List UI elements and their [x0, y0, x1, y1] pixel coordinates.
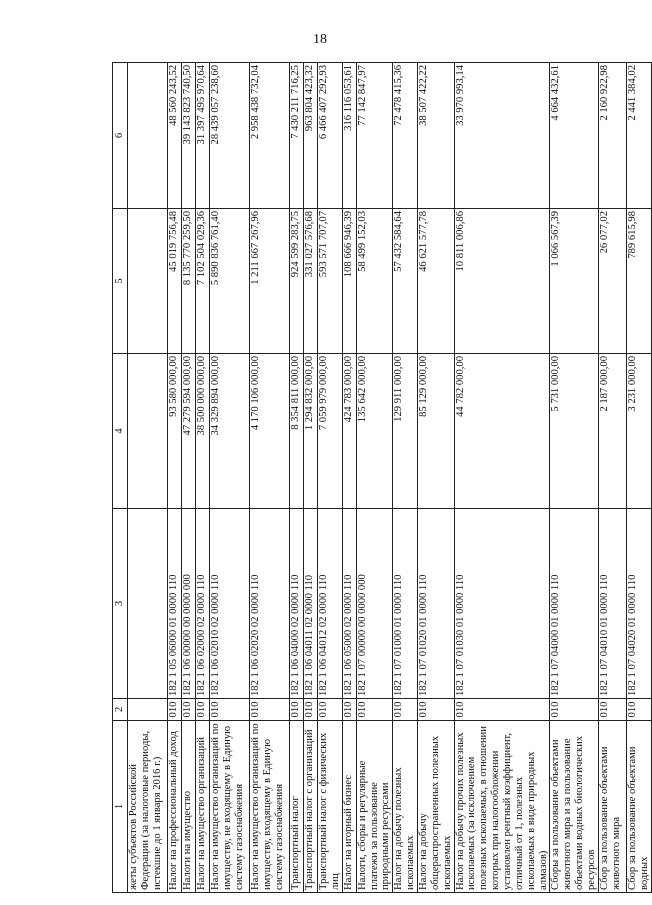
- indicator-name-cell: Транспортный налог: [290, 721, 304, 893]
- table-row: [250, 63, 290, 893]
- indicator-name-cell: Транспортный налог с организаций: [304, 721, 318, 893]
- line-code-cell: 010: [342, 699, 356, 721]
- budget-classification-code-cell: 182 1 07 01000 01 0000 110: [393, 509, 418, 699]
- executed-amount-cell: 924 599 283,75: [290, 209, 304, 354]
- table-row: [196, 63, 210, 893]
- executed-amount-cell: [128, 209, 168, 354]
- approved-amount-cell: 44 782 000,00: [454, 354, 550, 509]
- unexecuted-amount-cell: 2 958 438 732,04: [250, 63, 290, 209]
- table-header-row: [113, 63, 128, 893]
- table-row: [210, 63, 250, 893]
- column-header: 6: [113, 63, 128, 209]
- executed-amount-cell: 789 615,98: [626, 209, 651, 354]
- indicator-name-cell: Налог на профессиональный доход: [168, 721, 182, 893]
- budget-classification-code-cell: 182 1 05 06000 01 0000 110: [168, 509, 182, 699]
- budget-classification-code-cell: 182 1 06 04000 02 0000 110: [290, 509, 304, 699]
- approved-amount-cell: 8 354 811 000,00: [290, 354, 304, 509]
- approved-amount-cell: 4 170 106 000,00: [250, 354, 290, 509]
- executed-amount-cell: 5 890 836 761,40: [210, 209, 250, 354]
- approved-amount-cell: 5 731 000,00: [550, 354, 598, 509]
- indicator-name-cell: Сборы за пользование объектами животного мира и за пользование объектами водных биологических ресурсов: [550, 721, 598, 893]
- table-body: [128, 63, 652, 893]
- column-header: 5: [113, 209, 128, 354]
- unexecuted-amount-cell: 33 970 993,14: [454, 63, 550, 209]
- table-row: [356, 63, 393, 893]
- budget-classification-code-cell: 182 1 06 02000 02 0000 110: [196, 509, 210, 699]
- indicator-name-cell: Налог на имущество организаций по имуществу, не входящему в Единую систему газоснабжения: [210, 721, 250, 893]
- rotated-table-content: [112, 63, 650, 893]
- approved-amount-cell: 129 911 000,00: [393, 354, 418, 509]
- executed-amount-cell: 45 019 756,48: [168, 209, 182, 354]
- table-row: [626, 63, 651, 893]
- line-code-cell: 010: [418, 699, 455, 721]
- table-row: [454, 63, 550, 893]
- approved-amount-cell: 85 129 000,00: [418, 354, 455, 509]
- line-code-cell: 010: [210, 699, 250, 721]
- budget-classification-code-cell: 182 1 07 04020 01 0000 110: [626, 509, 651, 699]
- unexecuted-amount-cell: 7 430 211 716,25: [290, 63, 304, 209]
- indicator-name-cell: Налог на добычу полезных ископаемых: [393, 721, 418, 893]
- indicator-name-cell: Сбор за пользование объектами водных: [626, 721, 651, 893]
- rotated-table-frame: [112, 63, 650, 893]
- line-code-cell: 010: [182, 699, 196, 721]
- executed-amount-cell: 57 432 584,64: [393, 209, 418, 354]
- revenue-table: [112, 62, 652, 893]
- approved-amount-cell: [128, 354, 168, 509]
- unexecuted-amount-cell: 4 664 432,61: [550, 63, 598, 209]
- budget-classification-code-cell: 182 1 07 04000 01 0000 110: [550, 509, 598, 699]
- indicator-name-cell: Налог на имущество организаций: [196, 721, 210, 893]
- unexecuted-amount-cell: 316 116 053,61: [342, 63, 356, 209]
- line-code-cell: [128, 699, 168, 721]
- approved-amount-cell: 135 642 000,00: [356, 354, 393, 509]
- unexecuted-amount-cell: 48 560 243,52: [168, 63, 182, 209]
- line-code-cell: 010: [393, 699, 418, 721]
- unexecuted-amount-cell: 31 397 495 970,64: [196, 63, 210, 209]
- unexecuted-amount-cell: 77 142 847,97: [356, 63, 393, 209]
- indicator-name-cell: Налог на игорный бизнес: [342, 721, 356, 893]
- page-number: 18: [313, 32, 327, 47]
- table-row: [304, 63, 318, 893]
- indicator-name-cell: жеты субъектов Российской Федерации (за налоговые периоды, истекшие до 1 января 2016 г.): [128, 721, 168, 893]
- line-code-cell: 010: [304, 699, 318, 721]
- table-row: [128, 63, 168, 893]
- budget-classification-code-cell: 182 1 07 01020 01 0000 110: [418, 509, 455, 699]
- budget-classification-code-cell: 182 1 06 00000 00 0000 000: [182, 509, 196, 699]
- budget-classification-code-cell: 182 1 06 02010 02 0000 110: [210, 509, 250, 699]
- column-header: 3: [113, 509, 128, 699]
- indicator-name-cell: Транспортный налог с физических лиц: [318, 721, 343, 893]
- table-row: [550, 63, 598, 893]
- unexecuted-amount-cell: 963 804 423,32: [304, 63, 318, 209]
- approved-amount-cell: 3 231 000,00: [626, 354, 651, 509]
- unexecuted-amount-cell: 39 143 823 740,50: [182, 63, 196, 209]
- unexecuted-amount-cell: 38 507 422,22: [418, 63, 455, 209]
- budget-classification-code-cell: 182 1 07 04010 01 0000 110: [598, 509, 626, 699]
- line-code-cell: 010: [250, 699, 290, 721]
- unexecuted-amount-cell: 28 439 057 238,60: [210, 63, 250, 209]
- executed-amount-cell: 7 102 504 029,36: [196, 209, 210, 354]
- executed-amount-cell: 8 135 770 259,50: [182, 209, 196, 354]
- budget-classification-code-cell: 182 1 06 05000 02 0000 110: [342, 509, 356, 699]
- table-row: [393, 63, 418, 893]
- line-code-cell: 010: [626, 699, 651, 721]
- unexecuted-amount-cell: 72 478 415,36: [393, 63, 418, 209]
- approved-amount-cell: 1 294 832 000,00: [304, 354, 318, 509]
- unexecuted-amount-cell: [128, 63, 168, 209]
- budget-classification-code-cell: 182 1 06 02020 02 0000 110: [250, 509, 290, 699]
- line-code-cell: 010: [168, 699, 182, 721]
- unexecuted-amount-cell: 2 441 384,02: [626, 63, 651, 209]
- executed-amount-cell: 1 211 667 267,96: [250, 209, 290, 354]
- executed-amount-cell: 331 027 576,68: [304, 209, 318, 354]
- budget-classification-code-cell: 182 1 07 01030 01 0000 110: [454, 509, 550, 699]
- approved-amount-cell: 47 279 594 000,00: [182, 354, 196, 509]
- approved-amount-cell: 2 187 000,00: [598, 354, 626, 509]
- line-code-cell: 010: [454, 699, 550, 721]
- approved-amount-cell: 34 329 894 000,00: [210, 354, 250, 509]
- indicator-name-cell: Налог на имущество организаций по имуществу, входящему в Единую систему газоснабжения: [250, 721, 290, 893]
- budget-classification-code-cell: 182 1 07 00000 00 0000 000: [356, 509, 393, 699]
- table-row: [290, 63, 304, 893]
- approved-amount-cell: 7 059 979 000,00: [318, 354, 343, 509]
- line-code-cell: 010: [356, 699, 393, 721]
- line-code-cell: 010: [196, 699, 210, 721]
- budget-classification-code-cell: 182 1 06 04012 02 0000 110: [318, 509, 343, 699]
- executed-amount-cell: 593 571 707,07: [318, 209, 343, 354]
- approved-amount-cell: 38 500 000 000,00: [196, 354, 210, 509]
- indicator-name-cell: Сбор за пользование объектами животного мира: [598, 721, 626, 893]
- unexecuted-amount-cell: 2 160 922,98: [598, 63, 626, 209]
- executed-amount-cell: 1 066 567,39: [550, 209, 598, 354]
- line-code-cell: 010: [550, 699, 598, 721]
- table-row: [598, 63, 626, 893]
- executed-amount-cell: 58 499 152,03: [356, 209, 393, 354]
- table-row: [182, 63, 196, 893]
- executed-amount-cell: 26 077,02: [598, 209, 626, 354]
- table-row: [418, 63, 455, 893]
- approved-amount-cell: 93 580 000,00: [168, 354, 182, 509]
- table-row: [342, 63, 356, 893]
- executed-amount-cell: 46 621 577,78: [418, 209, 455, 354]
- table-row: [168, 63, 182, 893]
- unexecuted-amount-cell: 6 466 407 292,93: [318, 63, 343, 209]
- indicator-name-cell: Налоги на имущество: [182, 721, 196, 893]
- approved-amount-cell: 424 783 000,00: [342, 354, 356, 509]
- indicator-name-cell: Налог на добычу общераспространенных полезных ископаемых: [418, 721, 455, 893]
- table-row: [318, 63, 343, 893]
- executed-amount-cell: 10 811 006,86: [454, 209, 550, 354]
- budget-classification-code-cell: [128, 509, 168, 699]
- line-code-cell: 010: [598, 699, 626, 721]
- line-code-cell: 010: [318, 699, 343, 721]
- indicator-name-cell: Налоги, сборы и регулярные платежи за пользование природными ресурсами: [356, 721, 393, 893]
- budget-classification-code-cell: 182 1 06 04011 02 0000 110: [304, 509, 318, 699]
- indicator-name-cell: Налог на добычу прочих полезных ископаемых (за исключением полезных ископаемых, в отношении которых при налогообложении установлен рентный коэффициент, отличный от 1, полезных ископаемых в виде природных алмазов): [454, 721, 550, 893]
- column-header: 1: [113, 721, 128, 893]
- executed-amount-cell: 108 666 946,39: [342, 209, 356, 354]
- line-code-cell: 010: [290, 699, 304, 721]
- column-header: 4: [113, 354, 128, 509]
- column-header: 2: [113, 699, 128, 721]
